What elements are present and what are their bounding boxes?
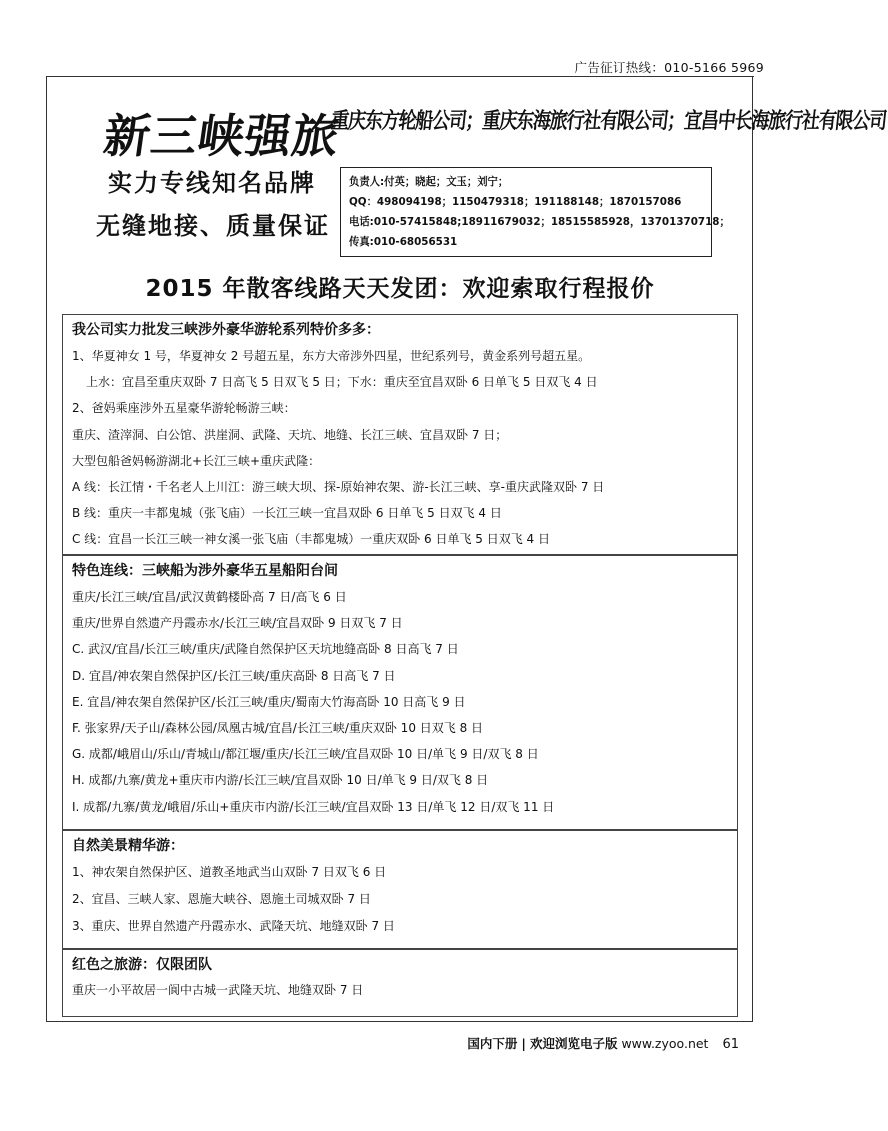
route-line: 2、宜昌、三峡人家、恩施大峡谷、恩施土司城双卧 7 日	[72, 892, 371, 906]
footer-browse: 欢迎浏览电子版	[529, 1036, 618, 1051]
brand-logo-text: 新三峡强旅	[100, 109, 344, 163]
route-line: H. 成都/九寨/黄龙+重庆市内游/长江三峡/宜昌双卧 10 日/单飞 9 日/双飞 8 日	[72, 773, 489, 788]
route-line: C. 武汉/宜昌/长江三峡/重庆/武隆自然保护区天坑地缝高卧 8 日高飞 7 日	[72, 642, 459, 657]
route-line: E. 宜昌/神农架自然保护区/长江三峡/重庆/蜀南大竹海高卧 10 日高飞 9 日	[72, 694, 466, 709]
section-red-tour	[62, 949, 738, 1017]
route-line: B 线：重庆一丰都鬼城（张飞庙）一长江三峡一宜昌双卧 6 日单飞 5 日双飞 4 日	[72, 506, 502, 521]
route-line: 大型包船爸妈畅游湖北+长江三峡+重庆武隆：	[72, 453, 321, 468]
page-number: 61	[722, 1037, 739, 1052]
route-line: 重庆/世界自然遗产丹霞赤水/长江三峡/宜昌双卧 9 日双飞 7 日	[72, 616, 403, 631]
route-line: 重庆一小平故居一阆中古城一武隆天坑、地缝双卧 7 日	[72, 983, 364, 997]
section-title: 特色连线：三峡船为涉外豪华五星船阳台间	[72, 563, 338, 579]
footer-volume: 国内下册	[467, 1036, 518, 1051]
section-cruise-specials	[62, 314, 738, 555]
ad-hotline: 广告征订热线：010-5166 5969	[574, 60, 764, 75]
company-names: 重庆东方轮船公司；重庆东海旅行社有限公司；宜昌中长海旅行社有限公司	[329, 109, 888, 134]
route-line: D. 宜昌/神农架自然保护区/长江三峡/重庆高卧 8 日高飞 7 日	[72, 668, 396, 683]
route-line: I. 成都/九寨/黄龙/峨眉/乐山+重庆市内游/长江三峡/宜昌双卧 13 日/单飞 12 日/双飞 11 日	[72, 799, 555, 814]
page-footer	[467, 1034, 739, 1052]
section-title: 红色之旅游：仅限团队	[72, 957, 212, 973]
route-line: F. 张家界/天子山/森林公园/凤凰古城/宜昌/长江三峡/重庆双卧 10 日双飞 8 日	[72, 721, 484, 736]
route-line: 重庆、渣滓洞、白公馆、洪崖洞、武隆、天坑、地缝、长江三峡、宜昌双卧 7 日；	[72, 427, 508, 442]
route-line: 1、神农架自然保护区、道教圣地武当山双卧 7 日双飞 6 日	[72, 865, 387, 879]
route-line: C 线：宜昌一长江三峡一神女溪一张飞庙（丰都鬼城）一重庆双卧 6 日单飞 5 日双飞 4 日	[72, 532, 550, 547]
route-line: G. 成都/峨眉山/乐山/青城山/都江堰/重庆/长江三峡/宜昌双卧 10 日/单飞 9 日/双飞 8 日	[72, 747, 539, 762]
section-scenic-tours	[62, 830, 738, 949]
slogan-quality: 无缝地接、质量保证	[96, 212, 330, 240]
route-line: 重庆/长江三峡/宜昌/武汉黄鹤楼卧高 7 日/高飞 6 日	[72, 590, 347, 604]
contact-persons: 负责人:付英；晓起；文玉；刘宁；	[349, 175, 509, 188]
route-line: A 线：长江情・千名老人上川江：游三峡大坝、探-原始神农架、游-长江三峡、享-重庆武隆双卧 7 日	[72, 480, 605, 495]
slogan-brand: 实力专线知名品牌	[108, 169, 316, 197]
page-headline: 2015 年散客线路天天发团：欢迎索取行程报价	[145, 276, 655, 302]
route-line: 2、爸妈乘座涉外五星豪华游轮畅游三峡：	[72, 401, 296, 416]
contact-phone: 电话:010-57415848;18911679032；18515585928，13701370718；	[349, 215, 730, 228]
contact-qq: QQ：498094198；1150479318；191188148；1870157086	[349, 195, 682, 208]
footer-separator: |	[521, 1036, 526, 1051]
contact-box	[340, 167, 730, 257]
section-title: 自然美景精华游：	[72, 838, 184, 854]
contact-fax: 传真:010-68056531	[349, 235, 458, 248]
section-title: 我公司实力批发三峡涉外豪华游轮系列特价多多：	[72, 322, 380, 338]
route-line: 上水：宜昌至重庆双卧 7 日高飞 5 日双飞 5 日；下水：重庆至宜昌双卧 6 日单飞 5 日双飞 4 日	[86, 375, 598, 390]
section-featured-routes	[62, 555, 738, 830]
route-line: 3、重庆、世界自然遗产丹霞赤水、武隆天坑、地缝双卧 7 日	[72, 919, 395, 933]
route-line: 1、华夏神女 1 号，华夏神女 2 号超五星，东方大帝涉外四星，世纪系列号，黄金系列号超五星。	[72, 349, 591, 363]
footer-website: www.zyoo.net	[621, 1036, 709, 1051]
